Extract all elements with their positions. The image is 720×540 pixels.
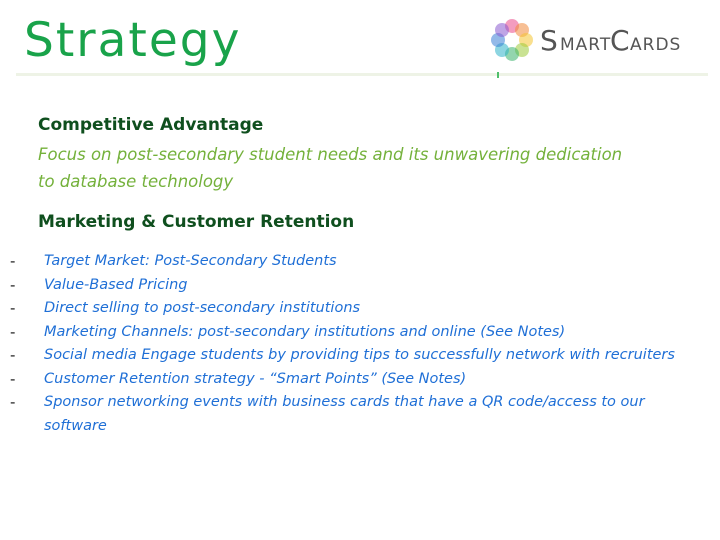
competitive-advantage-heading: Competitive Advantage	[38, 115, 264, 135]
bullet-marker: -	[10, 393, 16, 411]
multicolor-sphere-icon	[486, 10, 696, 70]
bullet-item	[10, 274, 690, 298]
bullet-text: Customer Retention strategy - “Smart Points” (See Notes)	[44, 370, 467, 387]
bullet-marker: -	[10, 346, 16, 364]
bullet-item	[10, 297, 690, 321]
logo-letter-s: S	[540, 24, 558, 57]
marketing-heading: Marketing & Customer Retention	[38, 212, 355, 232]
marketing-bullet-list	[10, 250, 690, 438]
bullet-marker: -	[10, 322, 16, 341]
bullet-item	[10, 321, 690, 345]
bullet-item	[10, 344, 690, 368]
bullet-marker: -	[10, 369, 16, 388]
bullet-text: Marketing Channels: post-secondary institutions and online (See Notes)	[44, 323, 566, 340]
bullet-item	[10, 250, 690, 274]
competitive-advantage-text: Focus on post-secondary student needs and its unwavering dedication to database technology	[38, 145, 623, 191]
svg-text:MART: MART	[560, 35, 612, 55]
bullet-item	[10, 368, 690, 392]
svg-text:ARDS: ARDS	[630, 35, 682, 55]
smartcards-logo	[486, 10, 696, 70]
divider-accent	[497, 72, 499, 78]
svg-text:C: C	[610, 24, 630, 57]
bullet-item	[10, 391, 690, 438]
slide-title: Strategy	[24, 13, 242, 68]
title-divider	[16, 73, 708, 76]
bullet-text: Value-Based Pricing	[44, 276, 188, 293]
bullet-marker: -	[10, 275, 16, 294]
bullet-marker: -	[10, 252, 16, 270]
bullet-text: Social media Engage students by providing tips to successfully network with recruiters	[44, 347, 675, 363]
bullet-text: Direct selling to post-secondary institutions	[44, 300, 361, 316]
bullet-text: Target Market: Post-Secondary Students	[44, 253, 337, 269]
bullet-marker: -	[10, 299, 16, 317]
bullet-text: Sponsor networking events with business cards that have a QR code/access to our software	[44, 394, 645, 434]
